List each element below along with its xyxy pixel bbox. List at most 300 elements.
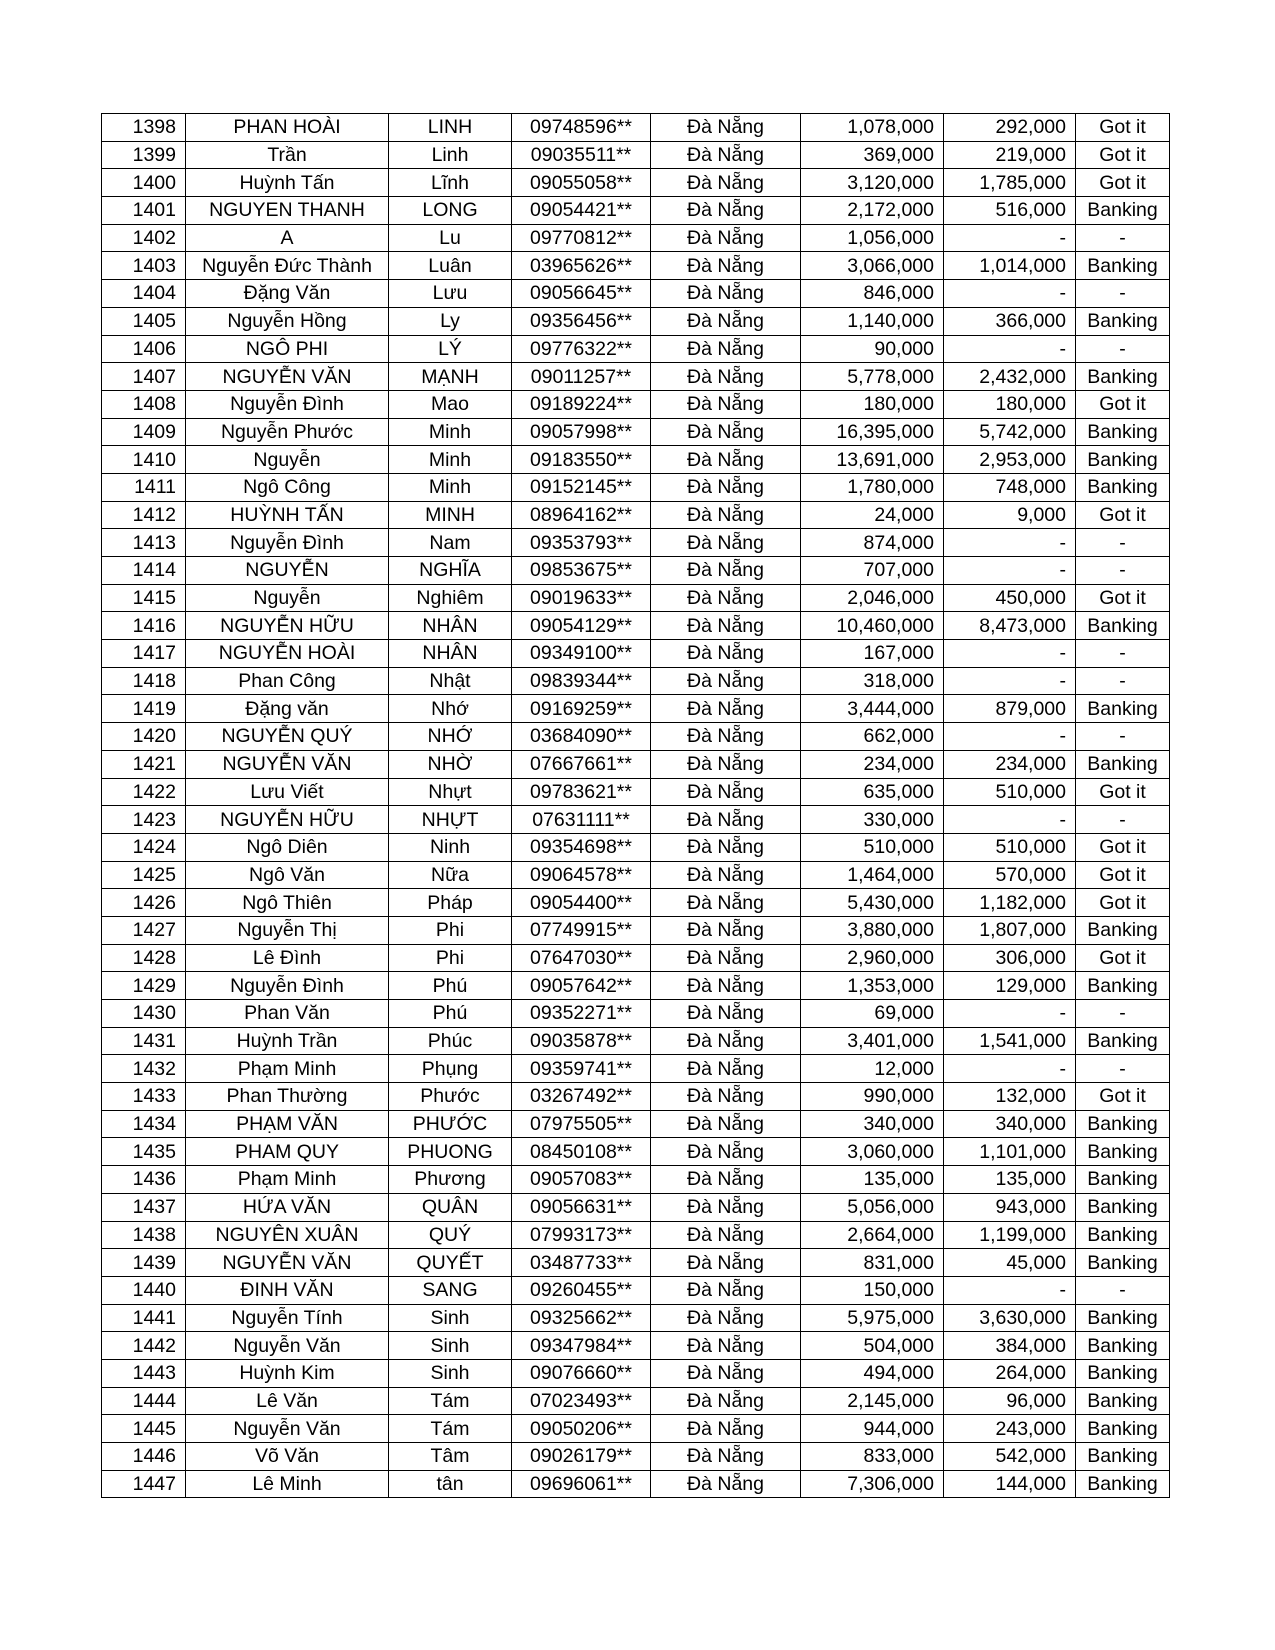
total-amount-cell: 16,395,000 bbox=[801, 418, 944, 446]
total-amount-cell: 635,000 bbox=[801, 778, 944, 806]
first-name-cell: Nhật bbox=[389, 667, 512, 695]
last-name-cell: A bbox=[186, 224, 389, 252]
table-row bbox=[102, 916, 1170, 944]
last-name-cell: ĐINH VĂN bbox=[186, 1276, 389, 1304]
table-row bbox=[102, 1166, 1170, 1194]
first-name-cell: PHUONG bbox=[389, 1138, 512, 1166]
last-name-cell: HUỲNH TẤN bbox=[186, 501, 389, 529]
paid-amount-cell: 243,000 bbox=[944, 1415, 1076, 1443]
paid-amount-cell: 1,014,000 bbox=[944, 252, 1076, 280]
phone-cell: 09325662** bbox=[512, 1304, 651, 1332]
last-name-cell: Nguyễn Tính bbox=[186, 1304, 389, 1332]
city-cell: Đà Nẵng bbox=[651, 1332, 801, 1360]
last-name-cell: Nguyễn bbox=[186, 446, 389, 474]
payment-method-cell: Got it bbox=[1076, 944, 1170, 972]
last-name-cell: Phạm Minh bbox=[186, 1055, 389, 1083]
phone-cell: 09035878** bbox=[512, 1027, 651, 1055]
payment-method-cell: - bbox=[1076, 557, 1170, 585]
total-amount-cell: 180,000 bbox=[801, 390, 944, 418]
payment-method-cell: Banking bbox=[1076, 363, 1170, 391]
first-name-cell: LONG bbox=[389, 197, 512, 225]
last-name-cell: NGUYỄN QUÝ bbox=[186, 723, 389, 751]
last-name-cell: Phạm Minh bbox=[186, 1166, 389, 1194]
phone-cell: 09054421** bbox=[512, 197, 651, 225]
last-name-cell: Lê Đình bbox=[186, 944, 389, 972]
phone-cell: 09748596** bbox=[512, 114, 651, 142]
first-name-cell: Phước bbox=[389, 1083, 512, 1111]
table-row bbox=[102, 972, 1170, 1000]
city-cell: Đà Nẵng bbox=[651, 612, 801, 640]
total-amount-cell: 369,000 bbox=[801, 141, 944, 169]
city-cell: Đà Nẵng bbox=[651, 1470, 801, 1498]
phone-cell: 09056631** bbox=[512, 1193, 651, 1221]
last-name-cell: NGUYÊN XUÂN bbox=[186, 1221, 389, 1249]
first-name-cell: Phương bbox=[389, 1166, 512, 1194]
city-cell: Đà Nẵng bbox=[651, 418, 801, 446]
first-name-cell: Pháp bbox=[389, 889, 512, 917]
city-cell: Đà Nẵng bbox=[651, 1083, 801, 1111]
total-amount-cell: 150,000 bbox=[801, 1276, 944, 1304]
table-row bbox=[102, 1359, 1170, 1387]
first-name-cell: Sinh bbox=[389, 1359, 512, 1387]
total-amount-cell: 1,056,000 bbox=[801, 224, 944, 252]
row-number-cell: 1442 bbox=[102, 1332, 186, 1360]
table-row bbox=[102, 861, 1170, 889]
last-name-cell: NGUYỄN VĂN bbox=[186, 363, 389, 391]
city-cell: Đà Nẵng bbox=[651, 501, 801, 529]
last-name-cell: Nguyễn Văn bbox=[186, 1415, 389, 1443]
payment-method-cell: Banking bbox=[1076, 1193, 1170, 1221]
last-name-cell: Nguyễn Phước bbox=[186, 418, 389, 446]
paid-amount-cell: 450,000 bbox=[944, 584, 1076, 612]
row-number-cell: 1428 bbox=[102, 944, 186, 972]
first-name-cell: Phi bbox=[389, 944, 512, 972]
paid-amount-cell: 542,000 bbox=[944, 1443, 1076, 1471]
paid-amount-cell: - bbox=[944, 667, 1076, 695]
first-name-cell: Linh bbox=[389, 141, 512, 169]
paid-amount-cell: 943,000 bbox=[944, 1193, 1076, 1221]
paid-amount-cell: - bbox=[944, 335, 1076, 363]
first-name-cell: MINH bbox=[389, 501, 512, 529]
row-number-cell: 1440 bbox=[102, 1276, 186, 1304]
payment-method-cell: Got it bbox=[1076, 501, 1170, 529]
phone-cell: 09776322** bbox=[512, 335, 651, 363]
row-number-cell: 1421 bbox=[102, 750, 186, 778]
city-cell: Đà Nẵng bbox=[651, 1027, 801, 1055]
paid-amount-cell: 1,541,000 bbox=[944, 1027, 1076, 1055]
first-name-cell: NGHĨA bbox=[389, 557, 512, 585]
city-cell: Đà Nẵng bbox=[651, 723, 801, 751]
city-cell: Đà Nẵng bbox=[651, 529, 801, 557]
payment-method-cell: Banking bbox=[1076, 1470, 1170, 1498]
row-number-cell: 1431 bbox=[102, 1027, 186, 1055]
table-row bbox=[102, 750, 1170, 778]
total-amount-cell: 7,306,000 bbox=[801, 1470, 944, 1498]
city-cell: Đà Nẵng bbox=[651, 640, 801, 668]
table-row bbox=[102, 418, 1170, 446]
total-amount-cell: 3,880,000 bbox=[801, 916, 944, 944]
total-amount-cell: 494,000 bbox=[801, 1359, 944, 1387]
last-name-cell: Ngô Thiên bbox=[186, 889, 389, 917]
phone-cell: 03965626** bbox=[512, 252, 651, 280]
last-name-cell: Võ Văn bbox=[186, 1443, 389, 1471]
phone-cell: 09347984** bbox=[512, 1332, 651, 1360]
payment-method-cell: Banking bbox=[1076, 916, 1170, 944]
total-amount-cell: 24,000 bbox=[801, 501, 944, 529]
row-number-cell: 1425 bbox=[102, 861, 186, 889]
last-name-cell: Lưu Viết bbox=[186, 778, 389, 806]
row-number-cell: 1399 bbox=[102, 141, 186, 169]
city-cell: Đà Nẵng bbox=[651, 944, 801, 972]
row-number-cell: 1410 bbox=[102, 446, 186, 474]
last-name-cell: NGUYỄN HOÀI bbox=[186, 640, 389, 668]
paid-amount-cell: 96,000 bbox=[944, 1387, 1076, 1415]
first-name-cell: QUÂN bbox=[389, 1193, 512, 1221]
row-number-cell: 1408 bbox=[102, 390, 186, 418]
payment-method-cell: Banking bbox=[1076, 473, 1170, 501]
city-cell: Đà Nẵng bbox=[651, 916, 801, 944]
phone-cell: 09057083** bbox=[512, 1166, 651, 1194]
first-name-cell: Tâm bbox=[389, 1443, 512, 1471]
table-row bbox=[102, 224, 1170, 252]
payment-method-cell: Got it bbox=[1076, 584, 1170, 612]
first-name-cell: LINH bbox=[389, 114, 512, 142]
row-number-cell: 1406 bbox=[102, 335, 186, 363]
payment-method-cell: Banking bbox=[1076, 418, 1170, 446]
payment-method-cell: - bbox=[1076, 224, 1170, 252]
payment-method-cell: Banking bbox=[1076, 1443, 1170, 1471]
payment-method-cell: Banking bbox=[1076, 1332, 1170, 1360]
total-amount-cell: 1,353,000 bbox=[801, 972, 944, 1000]
city-cell: Đà Nẵng bbox=[651, 1138, 801, 1166]
table-row bbox=[102, 252, 1170, 280]
paid-amount-cell: 292,000 bbox=[944, 114, 1076, 142]
phone-cell: 09064578** bbox=[512, 861, 651, 889]
first-name-cell: Lĩnh bbox=[389, 169, 512, 197]
last-name-cell: NGÔ PHI bbox=[186, 335, 389, 363]
paid-amount-cell: - bbox=[944, 1000, 1076, 1028]
payment-method-cell: Banking bbox=[1076, 307, 1170, 335]
last-name-cell: NGUYỄN VĂN bbox=[186, 750, 389, 778]
table-row bbox=[102, 667, 1170, 695]
first-name-cell: Nữa bbox=[389, 861, 512, 889]
city-cell: Đà Nẵng bbox=[651, 114, 801, 142]
first-name-cell: Minh bbox=[389, 446, 512, 474]
table-body bbox=[102, 114, 1170, 1498]
paid-amount-cell: - bbox=[944, 224, 1076, 252]
row-number-cell: 1419 bbox=[102, 695, 186, 723]
paid-amount-cell: - bbox=[944, 529, 1076, 557]
first-name-cell: Nhựt bbox=[389, 778, 512, 806]
first-name-cell: NHÂN bbox=[389, 612, 512, 640]
last-name-cell: Nguyễn Văn bbox=[186, 1332, 389, 1360]
last-name-cell: Huỳnh Tấn bbox=[186, 169, 389, 197]
city-cell: Đà Nẵng bbox=[651, 1387, 801, 1415]
city-cell: Đà Nẵng bbox=[651, 1359, 801, 1387]
total-amount-cell: 1,078,000 bbox=[801, 114, 944, 142]
row-number-cell: 1441 bbox=[102, 1304, 186, 1332]
row-number-cell: 1413 bbox=[102, 529, 186, 557]
row-number-cell: 1401 bbox=[102, 197, 186, 225]
payment-method-cell: Banking bbox=[1076, 1110, 1170, 1138]
row-number-cell: 1436 bbox=[102, 1166, 186, 1194]
total-amount-cell: 10,460,000 bbox=[801, 612, 944, 640]
first-name-cell: MẠNH bbox=[389, 363, 512, 391]
row-number-cell: 1416 bbox=[102, 612, 186, 640]
city-cell: Đà Nẵng bbox=[651, 1193, 801, 1221]
city-cell: Đà Nẵng bbox=[651, 390, 801, 418]
table-row bbox=[102, 197, 1170, 225]
paid-amount-cell: 340,000 bbox=[944, 1110, 1076, 1138]
payment-method-cell: - bbox=[1076, 806, 1170, 834]
paid-amount-cell: 129,000 bbox=[944, 972, 1076, 1000]
city-cell: Đà Nẵng bbox=[651, 1110, 801, 1138]
total-amount-cell: 69,000 bbox=[801, 1000, 944, 1028]
row-number-cell: 1445 bbox=[102, 1415, 186, 1443]
paid-amount-cell: 5,742,000 bbox=[944, 418, 1076, 446]
phone-cell: 09183550** bbox=[512, 446, 651, 474]
payment-method-cell: - bbox=[1076, 667, 1170, 695]
last-name-cell: Ngô Công bbox=[186, 473, 389, 501]
table-row bbox=[102, 778, 1170, 806]
table-row bbox=[102, 446, 1170, 474]
payment-method-cell: Banking bbox=[1076, 1166, 1170, 1194]
table-row bbox=[102, 1193, 1170, 1221]
paid-amount-cell: 516,000 bbox=[944, 197, 1076, 225]
payment-method-cell: Got it bbox=[1076, 861, 1170, 889]
table-row bbox=[102, 584, 1170, 612]
payment-method-cell: Banking bbox=[1076, 612, 1170, 640]
total-amount-cell: 1,140,000 bbox=[801, 307, 944, 335]
paid-amount-cell: 366,000 bbox=[944, 307, 1076, 335]
city-cell: Đà Nẵng bbox=[651, 584, 801, 612]
payment-method-cell: - bbox=[1076, 1055, 1170, 1083]
total-amount-cell: 944,000 bbox=[801, 1415, 944, 1443]
total-amount-cell: 3,060,000 bbox=[801, 1138, 944, 1166]
city-cell: Đà Nẵng bbox=[651, 1249, 801, 1277]
last-name-cell: Phan Công bbox=[186, 667, 389, 695]
total-amount-cell: 831,000 bbox=[801, 1249, 944, 1277]
paid-amount-cell: 510,000 bbox=[944, 833, 1076, 861]
paid-amount-cell: 135,000 bbox=[944, 1166, 1076, 1194]
first-name-cell: QUYẾT bbox=[389, 1249, 512, 1277]
row-number-cell: 1398 bbox=[102, 114, 186, 142]
city-cell: Đà Nẵng bbox=[651, 446, 801, 474]
first-name-cell: NHÂN bbox=[389, 640, 512, 668]
payment-method-cell: Got it bbox=[1076, 889, 1170, 917]
phone-cell: 09050206** bbox=[512, 1415, 651, 1443]
last-name-cell: Nguyễn Đình bbox=[186, 972, 389, 1000]
paid-amount-cell: 8,473,000 bbox=[944, 612, 1076, 640]
total-amount-cell: 1,780,000 bbox=[801, 473, 944, 501]
first-name-cell: Phú bbox=[389, 972, 512, 1000]
last-name-cell: PHAM QUY bbox=[186, 1138, 389, 1166]
total-amount-cell: 3,401,000 bbox=[801, 1027, 944, 1055]
payment-method-cell: - bbox=[1076, 529, 1170, 557]
first-name-cell: Nam bbox=[389, 529, 512, 557]
city-cell: Đà Nẵng bbox=[651, 224, 801, 252]
payment-method-cell: - bbox=[1076, 335, 1170, 363]
first-name-cell: Tám bbox=[389, 1387, 512, 1415]
paid-amount-cell: 180,000 bbox=[944, 390, 1076, 418]
last-name-cell: Nguyễn Đình bbox=[186, 390, 389, 418]
total-amount-cell: 12,000 bbox=[801, 1055, 944, 1083]
total-amount-cell: 2,145,000 bbox=[801, 1387, 944, 1415]
phone-cell: 09359741** bbox=[512, 1055, 651, 1083]
first-name-cell: Luân bbox=[389, 252, 512, 280]
last-name-cell: NGUYỄN bbox=[186, 557, 389, 585]
row-number-cell: 1422 bbox=[102, 778, 186, 806]
table-row bbox=[102, 557, 1170, 585]
paid-amount-cell: 9,000 bbox=[944, 501, 1076, 529]
phone-cell: 07023493** bbox=[512, 1387, 651, 1415]
phone-cell: 09853675** bbox=[512, 557, 651, 585]
row-number-cell: 1447 bbox=[102, 1470, 186, 1498]
payment-method-cell: Banking bbox=[1076, 1027, 1170, 1055]
payment-method-cell: - bbox=[1076, 640, 1170, 668]
table-row bbox=[102, 1276, 1170, 1304]
last-name-cell: NGUYỄN HỮU bbox=[186, 612, 389, 640]
phone-cell: 07631111** bbox=[512, 806, 651, 834]
table-row bbox=[102, 1470, 1170, 1498]
table-row bbox=[102, 1249, 1170, 1277]
first-name-cell: SANG bbox=[389, 1276, 512, 1304]
phone-cell: 09011257** bbox=[512, 363, 651, 391]
paid-amount-cell: 3,630,000 bbox=[944, 1304, 1076, 1332]
paid-amount-cell: - bbox=[944, 1276, 1076, 1304]
paid-amount-cell: - bbox=[944, 640, 1076, 668]
table-row bbox=[102, 833, 1170, 861]
phone-cell: 09353793** bbox=[512, 529, 651, 557]
first-name-cell: PHƯỚC bbox=[389, 1110, 512, 1138]
phone-cell: 08964162** bbox=[512, 501, 651, 529]
city-cell: Đà Nẵng bbox=[651, 972, 801, 1000]
payment-method-cell: Banking bbox=[1076, 1138, 1170, 1166]
paid-amount-cell: - bbox=[944, 723, 1076, 751]
paid-amount-cell: 510,000 bbox=[944, 778, 1076, 806]
table-row bbox=[102, 529, 1170, 557]
last-name-cell: NGUYEN THANH bbox=[186, 197, 389, 225]
phone-cell: 09055058** bbox=[512, 169, 651, 197]
total-amount-cell: 1,464,000 bbox=[801, 861, 944, 889]
phone-cell: 03267492** bbox=[512, 1083, 651, 1111]
payment-method-cell: Banking bbox=[1076, 1387, 1170, 1415]
total-amount-cell: 5,430,000 bbox=[801, 889, 944, 917]
row-number-cell: 1443 bbox=[102, 1359, 186, 1387]
last-name-cell: PHAN HOÀI bbox=[186, 114, 389, 142]
phone-cell: 09783621** bbox=[512, 778, 651, 806]
row-number-cell: 1405 bbox=[102, 307, 186, 335]
paid-amount-cell: 570,000 bbox=[944, 861, 1076, 889]
paid-amount-cell: 1,199,000 bbox=[944, 1221, 1076, 1249]
city-cell: Đà Nẵng bbox=[651, 1221, 801, 1249]
total-amount-cell: 990,000 bbox=[801, 1083, 944, 1111]
row-number-cell: 1433 bbox=[102, 1083, 186, 1111]
first-name-cell: Mao bbox=[389, 390, 512, 418]
total-amount-cell: 5,975,000 bbox=[801, 1304, 944, 1332]
last-name-cell: Đặng Văn bbox=[186, 280, 389, 308]
paid-amount-cell: - bbox=[944, 280, 1076, 308]
total-amount-cell: 3,120,000 bbox=[801, 169, 944, 197]
total-amount-cell: 2,664,000 bbox=[801, 1221, 944, 1249]
phone-cell: 09349100** bbox=[512, 640, 651, 668]
paid-amount-cell: - bbox=[944, 557, 1076, 585]
paid-amount-cell: 45,000 bbox=[944, 1249, 1076, 1277]
table-row bbox=[102, 363, 1170, 391]
first-name-cell: Phụng bbox=[389, 1055, 512, 1083]
payment-method-cell: Banking bbox=[1076, 1359, 1170, 1387]
table-row bbox=[102, 280, 1170, 308]
phone-cell: 09054129** bbox=[512, 612, 651, 640]
city-cell: Đà Nẵng bbox=[651, 1055, 801, 1083]
total-amount-cell: 874,000 bbox=[801, 529, 944, 557]
payment-method-cell: - bbox=[1076, 1000, 1170, 1028]
first-name-cell: Phi bbox=[389, 916, 512, 944]
city-cell: Đà Nẵng bbox=[651, 280, 801, 308]
table-row bbox=[102, 1027, 1170, 1055]
last-name-cell: Ngô Văn bbox=[186, 861, 389, 889]
total-amount-cell: 5,056,000 bbox=[801, 1193, 944, 1221]
paid-amount-cell: 219,000 bbox=[944, 141, 1076, 169]
table-row bbox=[102, 114, 1170, 142]
payment-method-cell: - bbox=[1076, 280, 1170, 308]
last-name-cell: NGUYỄN HỮU bbox=[186, 806, 389, 834]
payment-method-cell: Got it bbox=[1076, 1083, 1170, 1111]
row-number-cell: 1409 bbox=[102, 418, 186, 446]
row-number-cell: 1434 bbox=[102, 1110, 186, 1138]
phone-cell: 09839344** bbox=[512, 667, 651, 695]
last-name-cell: Ngô Diên bbox=[186, 833, 389, 861]
phone-cell: 09057642** bbox=[512, 972, 651, 1000]
row-number-cell: 1439 bbox=[102, 1249, 186, 1277]
city-cell: Đà Nẵng bbox=[651, 1304, 801, 1332]
row-number-cell: 1424 bbox=[102, 833, 186, 861]
first-name-cell: Sinh bbox=[389, 1332, 512, 1360]
paid-amount-cell: 1,101,000 bbox=[944, 1138, 1076, 1166]
last-name-cell: Phan Văn bbox=[186, 1000, 389, 1028]
payment-method-cell: Banking bbox=[1076, 252, 1170, 280]
first-name-cell: Lưu bbox=[389, 280, 512, 308]
city-cell: Đà Nẵng bbox=[651, 778, 801, 806]
phone-cell: 09169259** bbox=[512, 695, 651, 723]
city-cell: Đà Nẵng bbox=[651, 1000, 801, 1028]
city-cell: Đà Nẵng bbox=[651, 557, 801, 585]
city-cell: Đà Nẵng bbox=[651, 750, 801, 778]
city-cell: Đà Nẵng bbox=[651, 252, 801, 280]
row-number-cell: 1404 bbox=[102, 280, 186, 308]
total-amount-cell: 3,444,000 bbox=[801, 695, 944, 723]
row-number-cell: 1432 bbox=[102, 1055, 186, 1083]
paid-amount-cell: 264,000 bbox=[944, 1359, 1076, 1387]
row-number-cell: 1430 bbox=[102, 1000, 186, 1028]
total-amount-cell: 234,000 bbox=[801, 750, 944, 778]
table-row bbox=[102, 1083, 1170, 1111]
row-number-cell: 1420 bbox=[102, 723, 186, 751]
phone-cell: 07749915** bbox=[512, 916, 651, 944]
row-number-cell: 1411 bbox=[102, 473, 186, 501]
city-cell: Đà Nẵng bbox=[651, 363, 801, 391]
total-amount-cell: 504,000 bbox=[801, 1332, 944, 1360]
phone-cell: 09352271** bbox=[512, 1000, 651, 1028]
total-amount-cell: 5,778,000 bbox=[801, 363, 944, 391]
table-row bbox=[102, 307, 1170, 335]
total-amount-cell: 3,066,000 bbox=[801, 252, 944, 280]
last-name-cell: PHẠM VĂN bbox=[186, 1110, 389, 1138]
table-row bbox=[102, 1000, 1170, 1028]
paid-amount-cell: 234,000 bbox=[944, 750, 1076, 778]
row-number-cell: 1423 bbox=[102, 806, 186, 834]
table-row bbox=[102, 640, 1170, 668]
